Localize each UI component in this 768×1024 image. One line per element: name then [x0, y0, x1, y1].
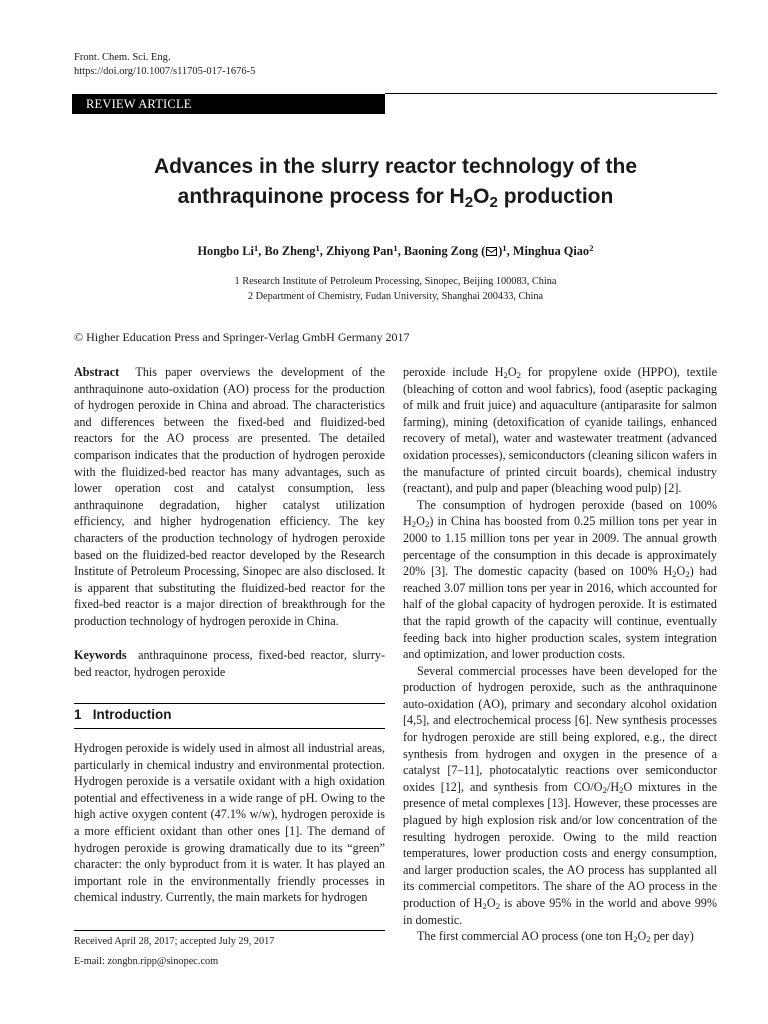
author-name: Bo Zheng	[264, 244, 316, 258]
author	[264, 244, 326, 258]
paragraph: The consumption of hydrogen peroxide (based on 100% $H_2O_2$) in China has boosted from 0.25 million tons per year in 2000 to 1.15 million tons per year in 2009. The annual growth percentage of the consumption in this decade is approximately 20% [3]. The domestic capacity (based on 100% $H_2O_2$) had reached 3.07 million tons per year in 2016, which accounted for half of the global capacity of hydrogen peroxide. It is estimated that the rapid growth of the capacity will continue, eventually feeding back into higher production scales, system integration and optimization, and lower production costs.	[403, 497, 717, 662]
paper-title	[74, 152, 717, 212]
paragraph: peroxide include $H_2O_2$ for propylene oxide (HPPO), textile (bleaching of cotton and wool fabrics), food (aseptic packaging of milk and fruit juice) and aquaculture (antiparasite for salmon farming), mining (detoxification of cyanide tailings, enhanced recovery of metal), water and wastewater treatment (advanced oxidation processes), semiconductors (cleaning silicon wafers in the manufacture of printed circuit boards), chemical industry (reactant), and pulp and paper (bleaching wood pulp) [2].	[403, 365, 717, 496]
author-name: Minghua Qiao	[512, 244, 590, 258]
section-title: Introduction	[92, 707, 172, 722]
keywords-text: anthraquinone process, fixed-bed reactor, slurry-bed reactor, hydrogen peroxide	[74, 648, 385, 679]
received-date: Received April 28, 2017; accepted July 29, 2017	[74, 936, 275, 947]
subscript: 2	[464, 193, 474, 211]
author-corresponding: Baoning Zong ( )$^1$,	[403, 243, 513, 258]
article-type-banner: REVIEW ARTICLE	[72, 94, 385, 114]
separator: ,	[258, 244, 265, 258]
paragraph: Several commercial processes have been developed for the production of hydrogen peroxide, such as the anthraquinone auto-oxidation (AO), primary and secondary alcohol oxidation [4,5], and electrochemical process [6]. New synthesis processes for hydrogen peroxide are still being explored, e.g., the direct synthesis from hydrogen and oxygen in the presence of a catalyst [7–11], photocatalytic reactions over semiconductor oxides [12], and synthesis from $CO/O_2/H_2O$ mixtures in the presence of metal complexes [13]. However, these processes are plagued by high explosion risk and/or low concentration of the resulting hydrogen peroxide. Owing to the mild reaction temperatures, lower production costs and energy consumption, and larger production scales, the AO process has supplanted all its commercial competitors. The share of the AO process in the production of $H_2O_2$ is above 95% in the world and above 99% in domestic.	[403, 663, 717, 927]
title-text: production	[497, 185, 614, 208]
section-heading	[74, 707, 172, 722]
author-name: Baoning Zong	[403, 244, 479, 258]
section-rule-top	[74, 703, 385, 704]
affiliations	[74, 274, 717, 304]
author-name: Zhiyong Pan	[325, 244, 394, 258]
abstract-label: Abstract	[74, 365, 120, 379]
keywords-label: Keywords	[74, 648, 127, 662]
email-footnote[interactable]: E-mail: zongbn.ripp@sinopec.com	[74, 956, 219, 967]
abstract	[74, 364, 385, 630]
paragraph: The first commercial AO process (one ton $H_2O_2$ per day)	[417, 929, 694, 945]
author	[326, 244, 404, 258]
separator: ,	[319, 244, 326, 258]
keywords	[74, 647, 385, 680]
title-line-2	[74, 182, 717, 212]
title-line-1: Advances in the slurry reactor technology of the	[153, 155, 638, 178]
affiliation-mark: 1	[253, 243, 259, 254]
copyright-notice: © Higher Education Press and Springer-Verlag GmbH Germany 2017	[74, 330, 410, 344]
affiliation-mark: 1	[502, 243, 507, 254]
section-rule-bottom	[74, 728, 385, 729]
separator: ,	[506, 244, 513, 258]
journal-name: Front. Chem. Sci. Eng.	[74, 52, 171, 63]
author-name: Hongbo Li	[197, 244, 254, 258]
header-rule	[385, 93, 717, 94]
subscript: 2	[489, 193, 498, 211]
abstract-text: This paper overviews the development of the anthraquinone auto-oxidation (AO) process for the production of hydrogen peroxide in China and abroad. The characteristics and differences between the fixed-bed and fluidized-bed reactors for the AO process are presented. The detailed comparison indicates that the production of hydrogen peroxide with the fluidized-bed reactor has many advantages, such as lower operation cost and catalyst consumption, less anthraquinone degradation, higher catalyst utilization efficiency, and higher hydrogenation efficiency. The key characters of the production technology of hydrogen peroxide based on the fluidized-bed reactor developed by the Research Institute of Petroleum Processing, Sinopec are also disclosed. It is apparent that substituting the fluidized-bed reactor for the fixed-bed reactor is a major direction of breakthrough for the production technology of hydrogen peroxide in China.	[74, 365, 385, 628]
affiliation-mark: 1	[393, 243, 398, 254]
affiliation-2: 2 Department of Chemistry, Fudan University, Shanghai 200433, China	[247, 291, 544, 302]
section-number: 1	[74, 707, 82, 722]
separator: ,	[397, 244, 404, 258]
title-text: O	[473, 185, 490, 208]
author	[513, 244, 594, 258]
body-text: Hydrogen peroxide is widely used in almost all industrial areas, particularly in chemical industry and environmental protection. Hydrogen peroxide is a versatile oxidant with a high oxidation potential and effectiveness in a wide range of pH. Owing to the high active oxygen content (47.1% w/w), hydrogen peroxide is a more efficient oxidant than other ones [1]. The demand of hydrogen peroxide is growing dramatically due to its “green” character: the only byproduct from it is water. It has played an important role in the environmentally friendly processes in chemical industry. Currently, the main markets for hydrogen	[74, 741, 385, 905]
affiliation-mark: 1	[315, 243, 320, 254]
footnote-rule	[74, 930, 385, 931]
author-list	[74, 244, 717, 259]
title-text: anthraquinone process for H	[177, 185, 465, 208]
affiliation-mark: 2	[589, 243, 594, 254]
journal-header	[74, 51, 255, 79]
affiliation-1: 1 Research Institute of Petroleum Processing, Sinopec, Beijing 100083, China	[234, 276, 557, 287]
author	[197, 244, 264, 258]
right-column	[403, 364, 717, 945]
intro-paragraph	[74, 740, 385, 906]
envelope-icon	[486, 247, 497, 256]
doi-link[interactable]: https://doi.org/10.1007/s11705-017-1676-5	[74, 66, 256, 77]
